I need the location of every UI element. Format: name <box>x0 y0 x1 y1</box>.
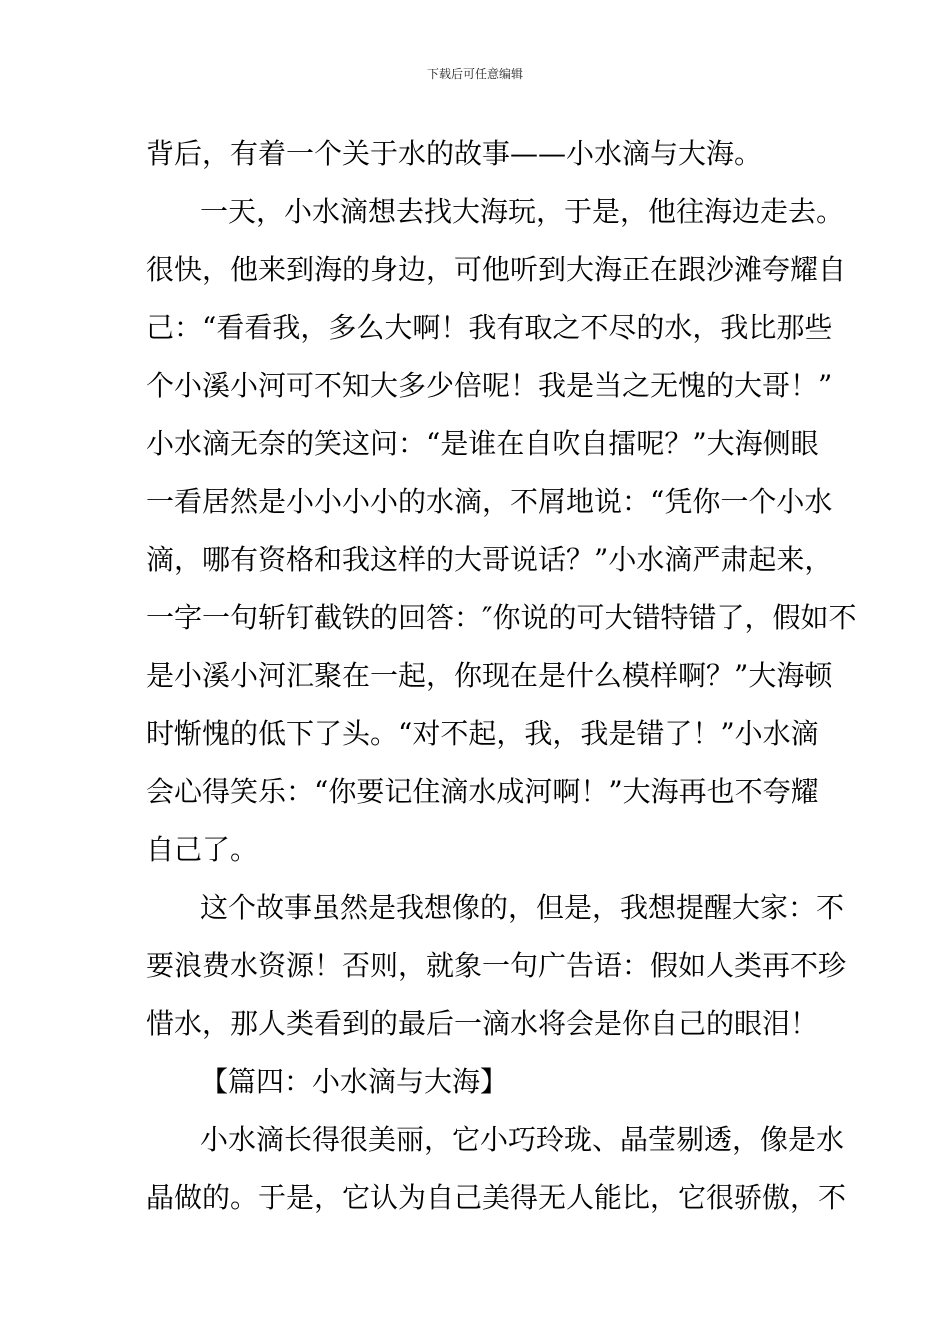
paragraph-line: 一看居然是小小小小的水滴，不屑地说：“凭你一个小水 <box>146 485 833 518</box>
paragraph-line: 背后，有着一个关于水的故事——小水滴与大海。 <box>146 137 763 170</box>
paragraph-line: 时惭愧的低下了头。“对不起，我，我是错了！”小水滴 <box>146 717 819 750</box>
paragraph-line: 己：“看看我，多么大啊！我有取之不尽的水，我比那些 <box>146 311 833 344</box>
document-body <box>146 125 857 1227</box>
paragraph-line: 是小溪小河汇聚在一起，你现在是什么模样啊？”大海顿 <box>146 659 833 692</box>
paragraph-line: 一字一句斩钉截铁的回答：″你说的可大错特错了，假如不 <box>146 601 857 634</box>
paragraph-line: 要浪费水资源！否则，就象一句广告语：假如人类再不珍 <box>146 949 847 982</box>
paragraph-line: 小水滴无奈的笑这问：“是谁在自吹自擂呢？”大海侧眼 <box>146 427 819 460</box>
paragraph-line: 晶做的。于是，它认为自己美得无人能比，它很骄傲，不 <box>146 1181 847 1214</box>
paragraph-line: 很快，他来到海的身边，可他听到大海正在跟沙滩夸耀自 <box>146 253 847 286</box>
paragraph-line: 个小溪小河可不知大多少倍呢！我是当之无愧的大哥！” <box>146 369 833 402</box>
section-heading: 【篇四：小水滴与大海】 <box>200 1065 509 1098</box>
paragraph-line: 一天，小水滴想去找大海玩，于是，他往海边走去。 <box>200 195 845 228</box>
page-header: 下载后可任意编辑 <box>426 67 523 81</box>
paragraph-line: 惜水，那人类看到的最后一滴水将会是你自己的眼泪！ <box>146 1007 819 1040</box>
paragraph-line: 自己了。 <box>146 833 259 866</box>
paragraph-line: 会心得笑乐：“你要记住滴水成河啊！”大海再也不夸耀 <box>146 775 819 808</box>
paragraph-line: 这个故事虽然是我想像的，但是，我想提醒大家：不 <box>200 891 845 924</box>
paragraph-line: 小水滴长得很美丽，它小巧玲珑、晶莹剔透，像是水 <box>200 1123 845 1156</box>
paragraph-line: 滴，哪有资格和我这样的大哥说话？”小水滴严肃起来， <box>146 543 833 576</box>
